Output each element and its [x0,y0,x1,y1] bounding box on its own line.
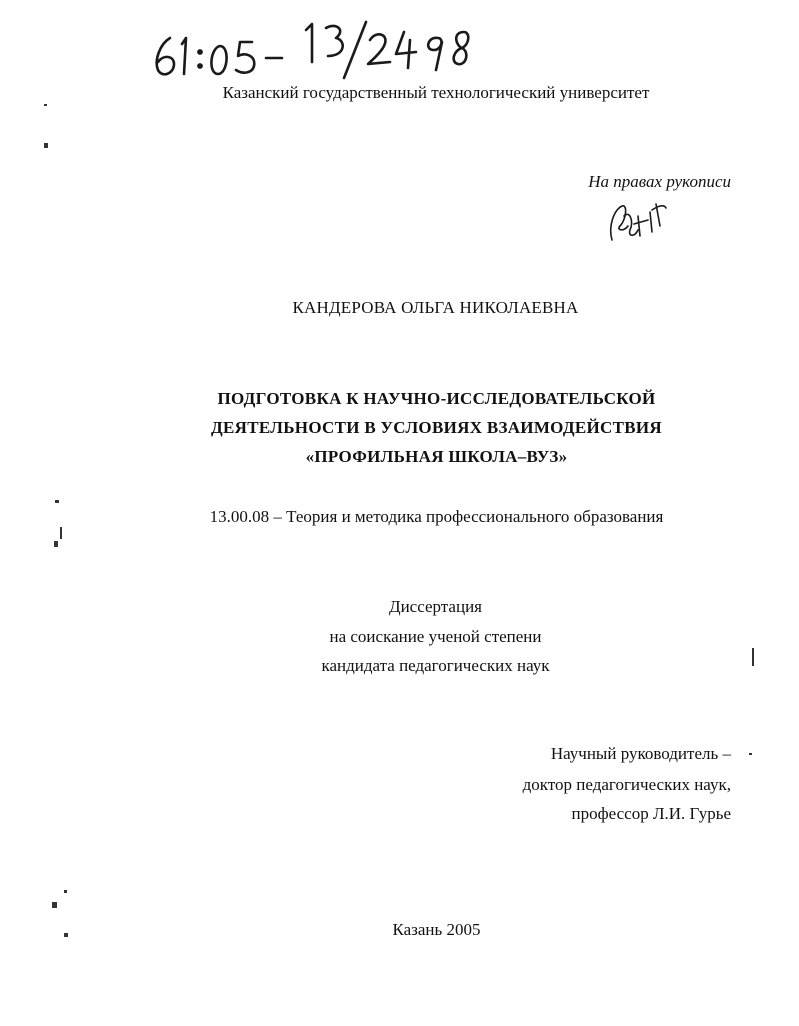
scan-speck [52,902,57,908]
city-year: Казань 2005 [392,920,481,939]
scan-speck [749,753,752,755]
scan-speck [64,933,68,937]
scan-speck [752,648,754,666]
scan-speck [54,541,58,547]
specialty: 13.00.08 – Теория и методика профессионального образования [209,507,664,526]
degree-name: кандидата педагогических наук [321,656,550,675]
scan-speck [64,890,67,893]
university-name: Казанский государственный технологический университет [222,83,650,102]
title-line: ПОДГОТОВКА К НАУЧНО-ИССЛЕДОВАТЕЛЬСКОЙ [217,389,656,408]
supervisor-degree: доктор педагогических наук, [522,775,731,794]
title-line: «ПРОФИЛЬНАЯ ШКОЛА–ВУЗ» [305,447,568,466]
dissertation-label: Диссертация [388,597,482,616]
degree-purpose: на соискание ученой степени [329,627,542,646]
scan-speck [60,527,62,539]
author-name: КАНДЕРОВА ОЛЬГА НИКОЛАЕВНА [292,298,579,317]
handwritten-archive-number [148,18,478,80]
scan-speck [44,143,48,148]
scan-speck [55,500,59,503]
signature [604,196,674,246]
title-line: ДЕЯТЕЛЬНОСТИ В УСЛОВИЯХ ВЗАИМОДЕЙСТВИЯ [211,418,662,437]
supervisor-role: Научный руководитель – [550,744,731,763]
supervisor-name: профессор Л.И. Гурье [571,804,731,823]
rights-note: На правах рукописи [588,172,731,191]
dissertation-title [0,384,799,471]
scan-speck [44,104,47,106]
